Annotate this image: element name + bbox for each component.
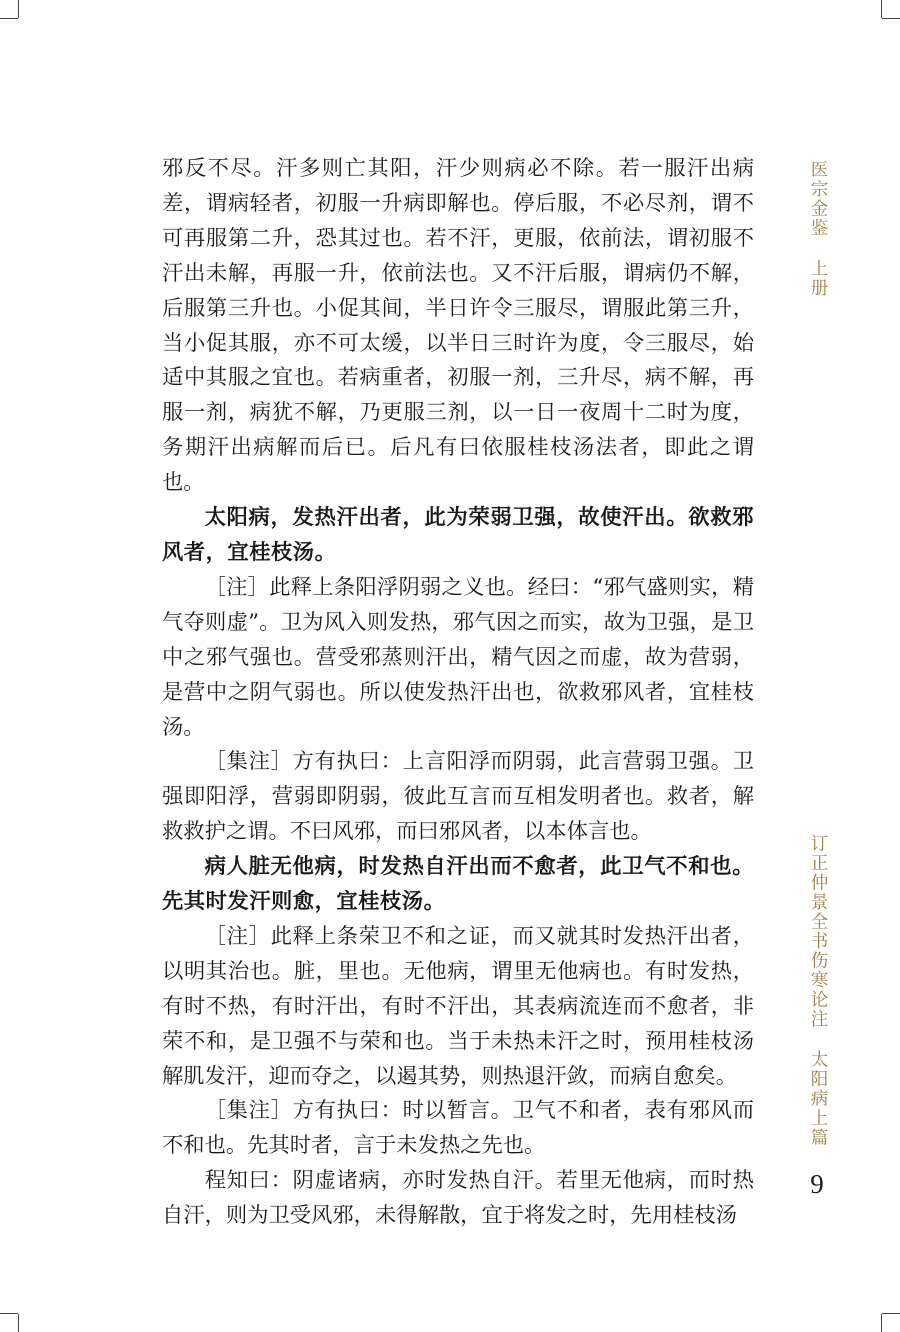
- paragraph-continuation: 邪反不尽。汗多则亡其阳，汗少则病必不除。若一服汗出病差，谓病轻者，初服一升病即解也。停后服，不必尽剂，谓不可再服第二升，恐其过也。若不汗，更服，依前法，谓初服不汗出未解，再服一升，依前法也。又不汗后服，谓病仍不解，后服第三升也。小促其间，半日许令三服尽，谓服此第三升，当小促其服，亦不可太缓，以半日三时许为度，令三服尽，始适中其服之宜也。若病重者，初服一剂，三升尽，病不解，再服一剂，病犹不解，乃更服三剂，以一日一夜周十二时为度，务期汗出病解而后已。后凡有曰依服桂枝汤法者，即此之谓也。: [162, 156, 754, 496]
- crop-mark: [18, 0, 19, 18]
- crop-mark: [881, 0, 882, 18]
- crop-mark: [0, 1313, 18, 1314]
- page-body: [162, 152, 754, 1234]
- paragraph-commentary: 程知曰：阴虚诸病，亦时发热自汗。若里无他病，而时热自汗，则为卫受风邪，未得解散，宜于将发之时，先用桂枝汤: [162, 1168, 754, 1229]
- paragraph-annotation: ［注］此释上条荣卫不和之证，而又就其时发热汗出者，以明其治也。脏，里也。无他病，谓里无他病也。有时发热，有时不热，有时汗出，有时不汗出，其表病流连而不愈者，非荣不和，是卫强不与荣和也。当于未热未汗之时，预用桂枝汤解肌发汗，迎而夺之，以遏其势，则热退汗敛，而病自愈矣。: [162, 923, 754, 1089]
- paragraph-clause: 病人脏无他病，时发热自汗出而不愈者，此卫气不和也。先其时发汗则愈，宜桂枝汤。: [162, 854, 754, 915]
- crop-mark: [0, 18, 18, 19]
- crop-mark: [881, 1314, 882, 1332]
- paragraph-collected-notes: ［集注］方有执曰：时以暂言。卫气不和者，表有邪风而不和也。先其时者，言于未发热之先也。: [162, 1098, 754, 1159]
- crop-mark: [882, 1313, 900, 1314]
- crop-mark: [18, 1314, 19, 1332]
- book-title: 医宗金鉴: [808, 160, 828, 238]
- running-header-chapter: [806, 834, 831, 1148]
- crop-mark: [882, 18, 900, 19]
- paragraph-collected-notes: ［集注］方有执曰：上言阳浮而阴弱，此言营弱卫强。卫强即阳浮，营弱即阴弱，彼此互言而互相发明者也。救者，解救救护之谓。不曰风邪，而曰邪风者，以本体言也。: [162, 749, 754, 845]
- page-number: 9: [810, 1169, 824, 1199]
- paragraph-annotation: ［注］此释上条阳浮阴弱之义也。经曰：“邪气盛则实，精气夺则虚”。卫为风入则发热，邪气因之而实，故为卫强，是卫中之邪气强也。营受邪蒸则汗出，精气因之而虚，故为营弱，是营中之阴气弱也。所以使发热汗出也，欲救邪风者，宜桂枝汤。: [162, 574, 754, 740]
- running-header-book: [806, 160, 831, 298]
- section-title: 订正仲景全书伤寒论注: [808, 834, 828, 1029]
- volume-label: 上册: [808, 259, 828, 298]
- chapter-title: 太阳病上篇: [808, 1050, 828, 1148]
- paragraph-clause: 太阳病，发热汗出者，此为荣弱卫强，故使汗出。欲救邪风者，宜桂枝汤。: [162, 505, 754, 565]
